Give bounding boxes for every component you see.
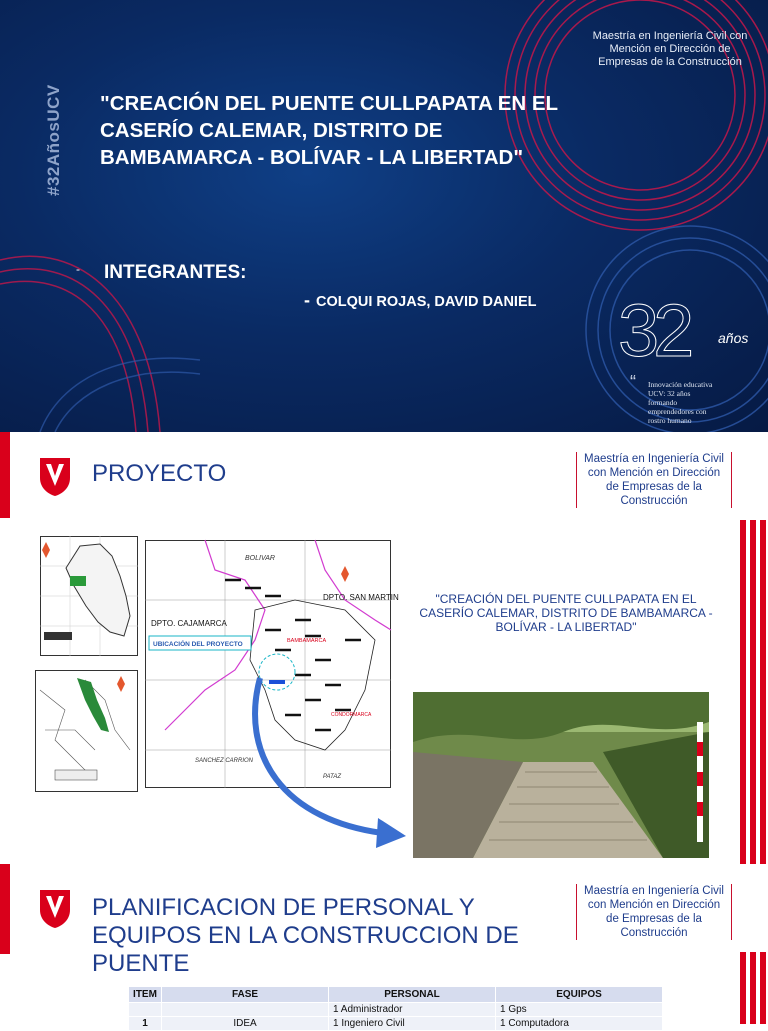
label-pataz: PATAZ xyxy=(323,774,341,780)
ucv-logo-icon xyxy=(38,456,72,496)
member-dash: - xyxy=(304,290,310,310)
integrantes-label: INTEGRANTES: xyxy=(104,262,247,283)
label-bolivar: BOLIVAR xyxy=(245,555,275,562)
member-name xyxy=(304,290,536,311)
tagline-line-1: Innovación educativa xyxy=(648,380,713,389)
label-ubicacion: UBICACIÓN DEL PROYECTO xyxy=(153,641,243,648)
label-sanchez-carrion: SANCHEZ CARRION xyxy=(195,758,254,764)
cell: 1 xyxy=(129,1017,162,1031)
cell xyxy=(162,1003,329,1017)
project-caption: "CREACIÓN DEL PUENTE CULLPAPATA EN EL CASERÍO CALEMAR, DISTRITO DE BAMBAMARCA - BOLÍVAR - LA LIBERTAD" xyxy=(419,592,713,634)
arrow-icon xyxy=(240,672,420,852)
red-accent-bar xyxy=(0,432,10,518)
logo-anos: años xyxy=(718,330,749,346)
planning-table xyxy=(128,986,663,1031)
label-cajamarca: DPTO. CAJAMARCA xyxy=(151,619,227,628)
cell: 1 Computadora xyxy=(496,1017,663,1031)
ucv-logo-icon-2 xyxy=(38,888,72,928)
logo-tagline xyxy=(648,380,728,425)
quote-icon: “ xyxy=(630,372,636,392)
col-personal: PERSONAL xyxy=(329,987,496,1003)
bullet-dash: - xyxy=(76,262,80,276)
project-title: "CREACIÓN DEL PUENTE CULLPAPATA EN EL CASERÍO CALEMAR, DISTRITO DE BAMBAMARCA - BOLÍVAR - LA LIBERTAD" xyxy=(100,92,558,169)
planning-slide xyxy=(0,864,768,1029)
title-slide xyxy=(0,0,768,432)
master-program-label: Maestría en Ingeniería Civil con Mención en Dirección de Empresas de la Construcción xyxy=(592,30,748,68)
label-bambamarca: BAMBAMARCA xyxy=(287,638,327,644)
la-libertad-map-inset xyxy=(35,670,138,792)
table-row xyxy=(129,1017,663,1031)
red-stripes-2 xyxy=(740,952,768,1024)
label-condormarca: CONDORMARCA xyxy=(331,712,372,718)
col-item: ITEM xyxy=(129,987,162,1003)
tagline-line-4: emprendedores con xyxy=(648,407,707,416)
cell: 1 Ingeniero Civil xyxy=(329,1017,496,1031)
red-stripes xyxy=(740,520,768,864)
cell xyxy=(129,1003,162,1017)
hashtag-vertical: #32AñosUCV xyxy=(44,84,63,196)
peru-map-inset xyxy=(40,536,138,656)
slide-heading: PROYECTO xyxy=(92,460,227,487)
tagline-line-2: UCV: 32 años xyxy=(648,389,691,398)
table-row xyxy=(129,1003,663,1017)
member-text: COLQUI ROJAS, DAVID DANIEL xyxy=(316,294,537,310)
master-program-box: Maestría en Ingeniería Civil con Mención en Dirección de Empresas de la Construcción xyxy=(576,452,732,508)
cell: 1 Gps xyxy=(496,1003,663,1017)
red-accent-bar-2 xyxy=(0,864,10,954)
master-program-box-2: Maestría en Ingeniería Civil con Mención en Dirección de Empresas de la Construcción xyxy=(576,884,732,940)
slide-heading-2: PLANIFICACION DE PERSONAL Y EQUIPOS EN LA CONSTRUCCION DE PUENTE xyxy=(92,894,519,977)
col-equipos: EQUIPOS xyxy=(496,987,663,1003)
cell: IDEA xyxy=(162,1017,329,1031)
tagline-line-3: formando xyxy=(648,398,678,407)
logo-32: 32 xyxy=(618,289,689,372)
project-slide xyxy=(0,432,768,864)
col-fase: FASE xyxy=(162,987,329,1003)
table-header-row xyxy=(129,987,663,1003)
tagline-line-5: rostro humano xyxy=(648,416,692,425)
cell: 1 Administrador xyxy=(329,1003,496,1017)
bridge-photo xyxy=(413,692,709,858)
label-san-martin: DPTO. SAN MARTIN xyxy=(323,593,399,602)
